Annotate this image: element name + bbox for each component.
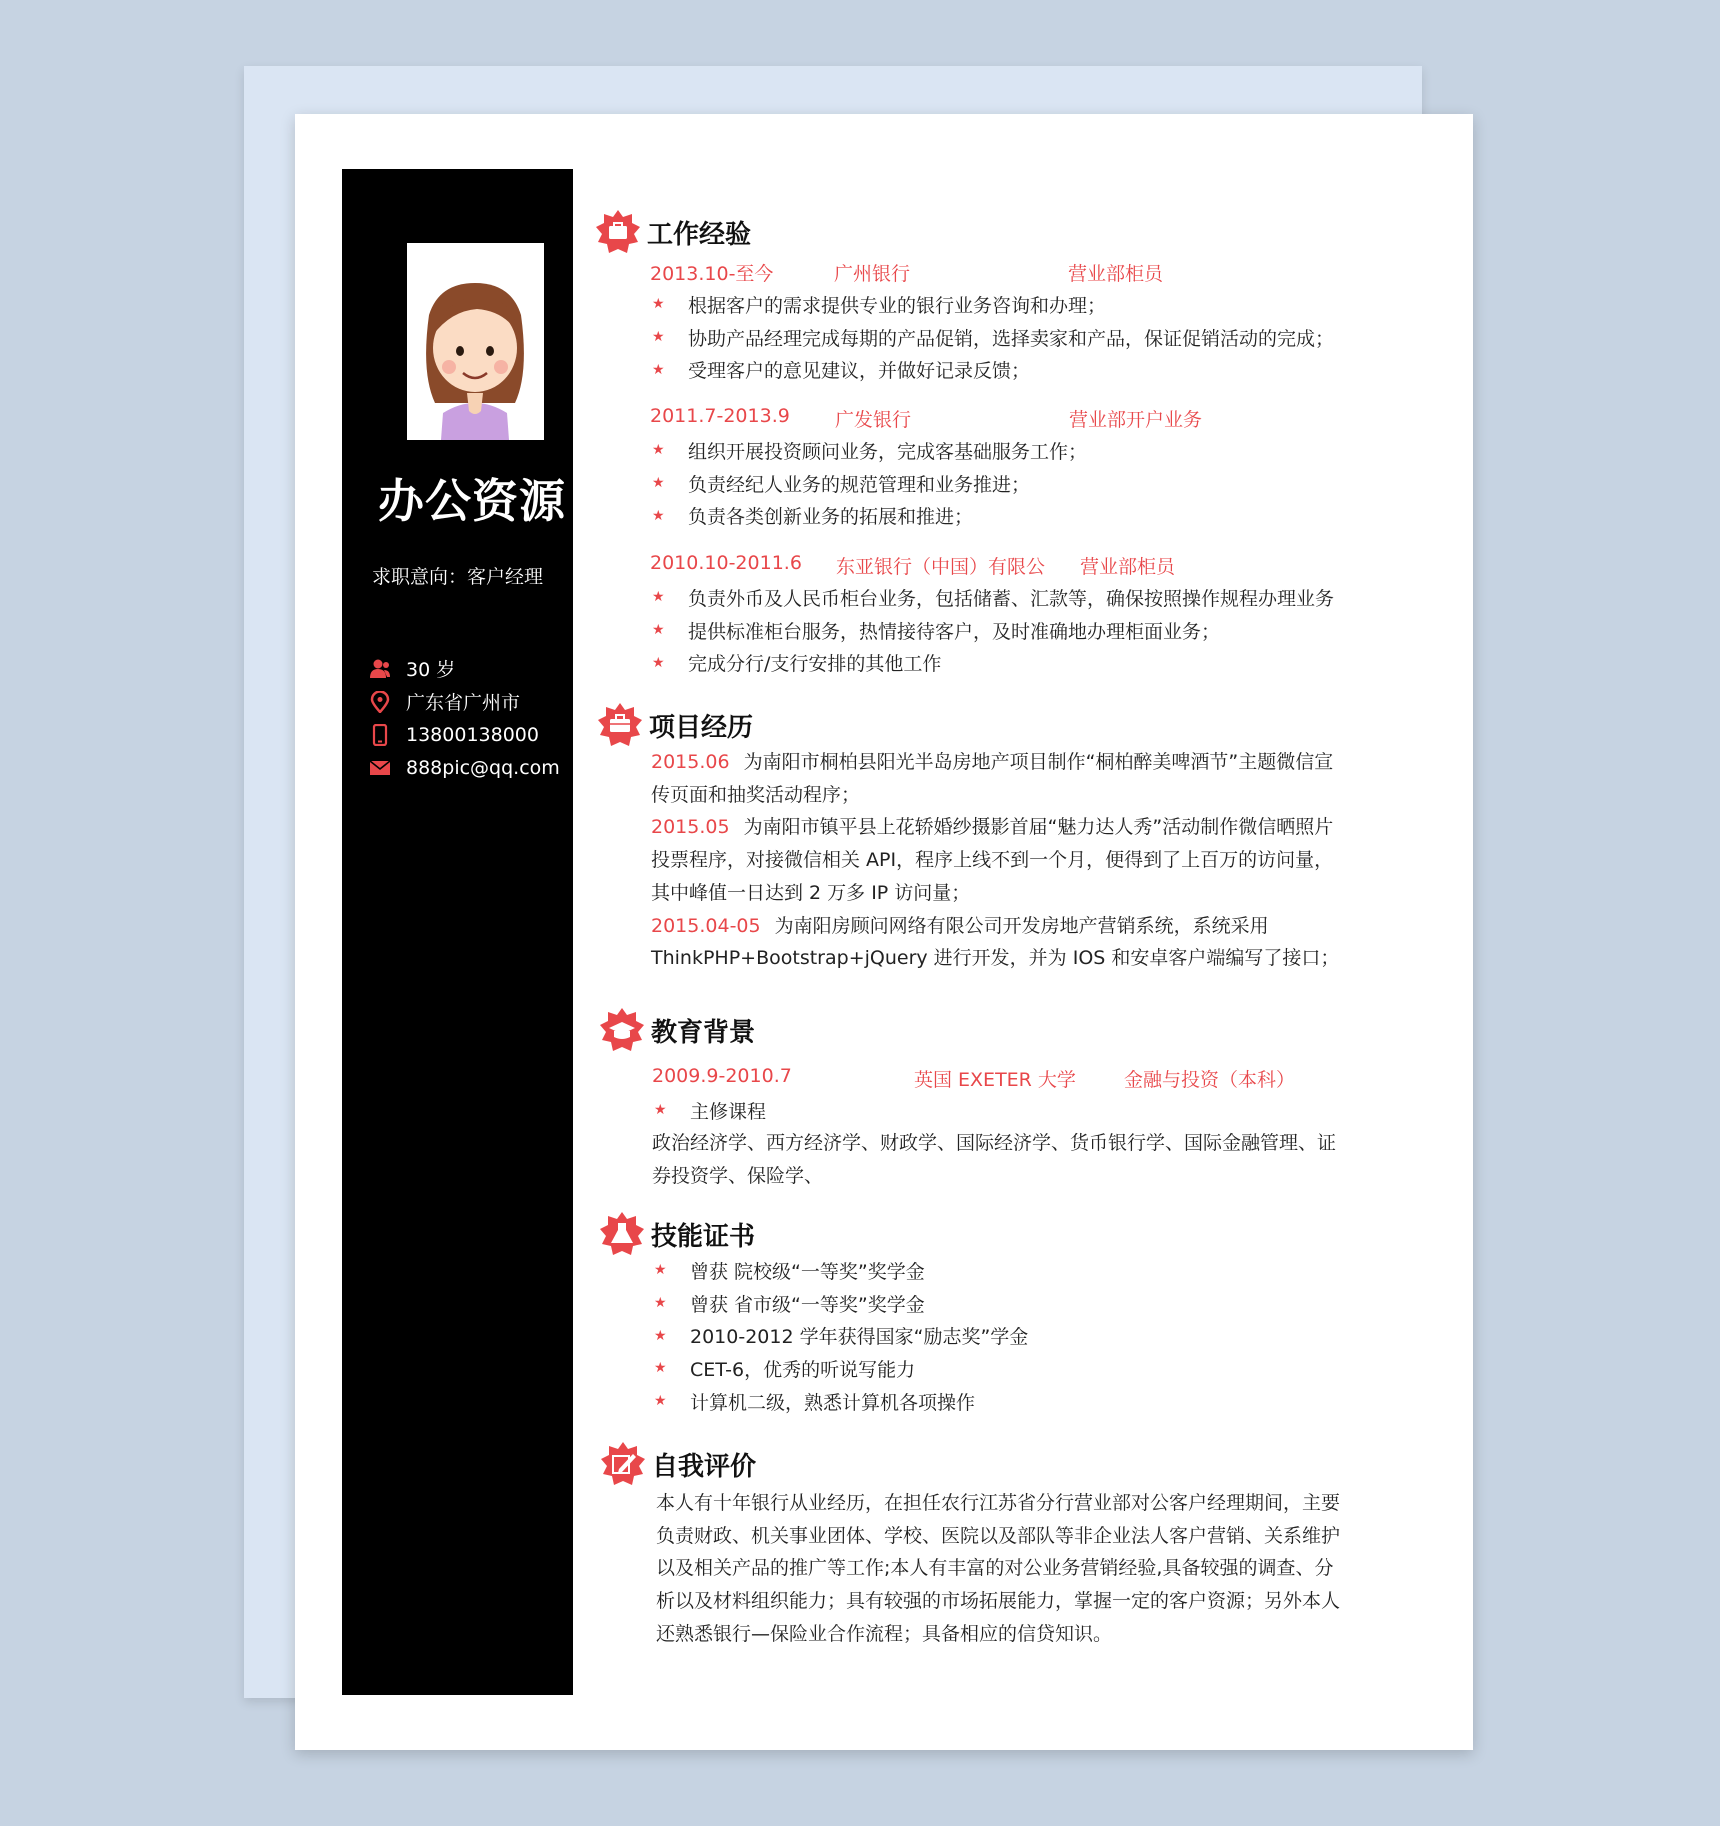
briefcase-icon xyxy=(597,702,643,748)
project-date: 2015.04-05 xyxy=(651,914,761,937)
skills-list xyxy=(654,1254,1028,1417)
location-pin-icon xyxy=(369,691,391,713)
education-school: 英国 EXETER 大学 xyxy=(914,1069,1076,1091)
job-1-date: 2013.10-至今 xyxy=(650,263,774,285)
project-date: 2015.05 xyxy=(651,816,730,839)
age-text: 30 岁 xyxy=(406,659,456,681)
job-2-date: 2011.7-2013.9 xyxy=(650,405,790,427)
job-2-company: 广发银行 xyxy=(835,409,912,431)
mail-icon xyxy=(369,757,391,779)
education-section-header xyxy=(599,1007,755,1053)
job-3-duties xyxy=(652,581,1334,679)
graduation-cap-icon xyxy=(599,1007,645,1053)
list-item: ★ 2010-2012 学年获得国家“励志奖”学金 xyxy=(654,1326,1029,1349)
list-item: ★ 主修课程 xyxy=(654,1094,766,1127)
self-eval-title: 自我评价 xyxy=(652,1451,757,1482)
job-1-company: 广州银行 xyxy=(834,263,911,285)
education-date: 2009.9-2010.7 xyxy=(652,1065,792,1087)
list-item: ★ 完成分行/支行安排的其他工作 xyxy=(652,653,942,676)
list-item: ★ 根据客户的需求提供专业的银行业务咨询和办理； xyxy=(652,294,1107,317)
skills-section-header xyxy=(599,1211,755,1257)
phone-text: 13800138000 xyxy=(406,723,539,746)
list-item: ★ 计算机二级，熟悉计算机各项操作 xyxy=(654,1391,976,1414)
course-label-row xyxy=(654,1094,766,1127)
job-1-position: 营业部柜员 xyxy=(1068,263,1164,285)
work-section-header xyxy=(595,209,751,255)
work-title: 工作经验 xyxy=(647,219,752,250)
list-item xyxy=(651,811,1341,909)
list-item: ★ 组织开展投资顾问业务，完成客基础服务工作； xyxy=(652,440,1088,463)
job-2-position: 营业部开户业务 xyxy=(1069,409,1203,431)
project-date: 2015.06 xyxy=(651,751,730,773)
project-text: 为南阳市镇平县上花轿婚纱摄影首届“魅力达人秀”活动制作微信晒照片投票程序，对接微信相关 API，程序上线不到一个月，便得到了上百万的访问量，其中峰值一日达到 2 万多 IP 访问量； xyxy=(651,816,1334,904)
avatar xyxy=(407,243,544,440)
course-list: 政治经济学、西方经济学、财政学、国际经济学、货币银行学、国际金融管理、证券投资学、保险学、 xyxy=(652,1132,1337,1187)
list-item: ★ 负责经纪人业务的规范管理和业务推进； xyxy=(652,473,1031,496)
education-major: 金融与投资（本科） xyxy=(1124,1069,1296,1091)
pencil-icon xyxy=(600,1441,646,1487)
contact-list xyxy=(369,652,560,784)
education-title: 教育背景 xyxy=(651,1017,756,1048)
project-text: 为南阳房顾问网络有限公司开发房地产营销系统，系统采用 ThinkPHP+Bootstrap+jQuery 进行开发，并为 IOS 和安卓客户端编写了接口； xyxy=(651,914,1340,970)
person-icon xyxy=(369,658,391,680)
sidebar xyxy=(342,169,573,1695)
flask-icon xyxy=(599,1211,645,1257)
email-text: 888pic@qq.com xyxy=(406,756,560,779)
list-item: ★ CET-6，优秀的听说写能力 xyxy=(654,1358,916,1381)
contact-age xyxy=(369,652,560,685)
list-item xyxy=(651,746,1341,811)
list-item: ★ 曾获 院校级“一等奖”奖学金 xyxy=(654,1260,925,1283)
project-list xyxy=(651,746,1341,975)
list-item: ★ 提供标准柜台服务，热情接待客户，及时准确地办理柜面业务； xyxy=(652,620,1221,643)
job-2-duties xyxy=(652,434,1087,532)
list-item: ★ 负责各类创新业务的拓展和推进； xyxy=(652,506,974,529)
list-item: ★ 受理客户的意见建议，并做好记录反馈； xyxy=(652,360,1031,383)
contact-email xyxy=(369,751,560,784)
candidate-name: 办公资源 xyxy=(378,474,566,528)
list-item xyxy=(651,910,1341,975)
briefcase-icon xyxy=(595,209,641,255)
contact-phone xyxy=(369,718,560,751)
job-intent-value: 客户经理 xyxy=(467,566,544,588)
projects-section-header xyxy=(597,702,753,748)
self-eval-text: 本人有十年银行从业经历，在担任农行江苏省分行营业部对公客户经理期间，主要负责财政、机关事业团体、学校、医院以及部队等非企业法人客户营销、关系维护以及相关产品的推广等工作;本人有丰富的对公业务营销经验,具备较强的调查、分析以及材料组织能力；具有较强的市场拓展能力，掌握一定的客户资源；另外本人还熟悉银行—保险业合作流程；具备相应的信贷知识。 xyxy=(656,1492,1341,1645)
job-1-duties xyxy=(652,288,1334,386)
job-intent-label: 求职意向： xyxy=(372,566,468,588)
location-text: 广东省广州市 xyxy=(406,692,521,714)
list-item: ★ 协助产品经理完成每期的产品促销，选择卖家和产品，保证促销活动的完成； xyxy=(652,327,1335,350)
job-3-position: 营业部柜员 xyxy=(1080,556,1176,578)
course-label: 主修课程 xyxy=(690,1100,767,1123)
projects-title: 项目经历 xyxy=(649,712,754,743)
resume-page xyxy=(295,114,1473,1750)
self-eval-section-header xyxy=(600,1441,756,1487)
contact-location xyxy=(369,685,560,718)
job-3-date: 2010.10-2011.6 xyxy=(650,552,802,574)
job-intent xyxy=(372,562,543,589)
phone-icon xyxy=(369,724,391,746)
list-item: ★ 曾获 省市级“一等奖”奖学金 xyxy=(654,1293,925,1316)
project-text: 为南阳市桐柏县阳光半岛房地产项目制作“桐柏醉美啤酒节”主题微信宣传页面和抽奖活动程序； xyxy=(651,751,1334,806)
skills-title: 技能证书 xyxy=(651,1221,756,1252)
job-3-company: 东亚银行（中国）有限公 xyxy=(836,556,1046,578)
list-item: ★ 负责外币及人民币柜台业务，包括储蓄、汇款等，确保按照操作规程办理业务 xyxy=(652,587,1335,610)
